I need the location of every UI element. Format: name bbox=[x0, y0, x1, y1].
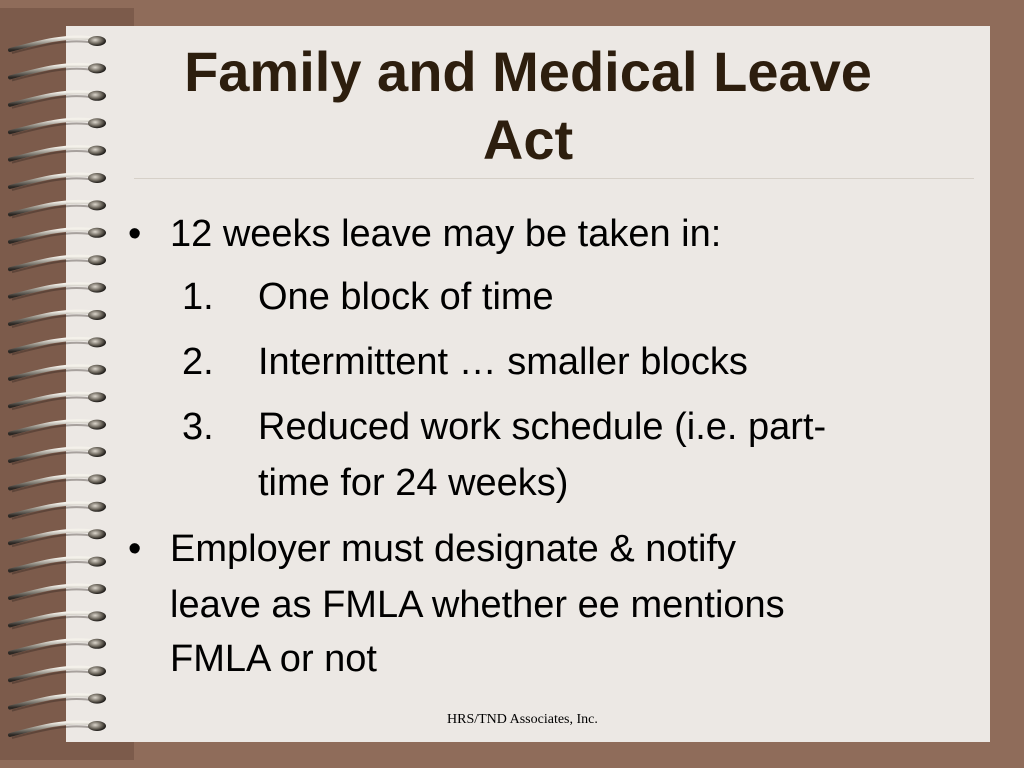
spiral-coil bbox=[10, 420, 106, 437]
bullet-marker: • bbox=[128, 528, 142, 570]
spiral-coil bbox=[10, 255, 106, 272]
spiral-coil bbox=[10, 557, 106, 574]
spiral-coil bbox=[10, 447, 106, 464]
spiral-coil bbox=[10, 721, 106, 738]
spiral-coil bbox=[10, 502, 106, 519]
list-item: Reduced work schedule (i.e. part- bbox=[258, 406, 827, 448]
list-number: 3. bbox=[182, 406, 214, 448]
spiral-coil bbox=[10, 365, 106, 382]
spiral-coil bbox=[10, 584, 106, 601]
bullet-text-continuation: FMLA or not bbox=[170, 638, 377, 680]
spiral-coil bbox=[10, 694, 106, 711]
footer-text: HRS/TND Associates, Inc. bbox=[447, 712, 598, 727]
list-number: 1. bbox=[182, 276, 214, 318]
spiral-coil bbox=[10, 392, 106, 409]
spiral-coil bbox=[10, 337, 106, 354]
spiral-coil bbox=[10, 639, 106, 656]
bullet-text: Employer must designate & notify bbox=[170, 528, 737, 570]
list-item-continuation: time for 24 weeks) bbox=[258, 462, 569, 504]
spiral-coil bbox=[10, 283, 106, 300]
list-number: 2. bbox=[182, 341, 214, 383]
title-divider bbox=[134, 178, 974, 179]
title-line-2: Act bbox=[482, 108, 574, 171]
title-line-1: Family and Medical Leave bbox=[184, 40, 872, 103]
list-item: One block of time bbox=[258, 276, 554, 318]
bullet-marker: • bbox=[128, 213, 142, 255]
bullet-text: 12 weeks leave may be taken in: bbox=[170, 213, 722, 255]
bullet-text-continuation: leave as FMLA whether ee mentions bbox=[170, 584, 785, 626]
spiral-coil bbox=[10, 474, 106, 491]
list-item: Intermittent … smaller blocks bbox=[258, 341, 748, 383]
spiral-coil bbox=[10, 173, 106, 190]
spiral-coil bbox=[10, 529, 106, 546]
spiral-coil bbox=[10, 310, 106, 327]
slide-title bbox=[66, 38, 990, 174]
spiral-coil bbox=[10, 611, 106, 628]
spiral-coil bbox=[10, 200, 106, 217]
spiral-coil bbox=[10, 666, 106, 683]
spiral-coil bbox=[10, 228, 106, 245]
